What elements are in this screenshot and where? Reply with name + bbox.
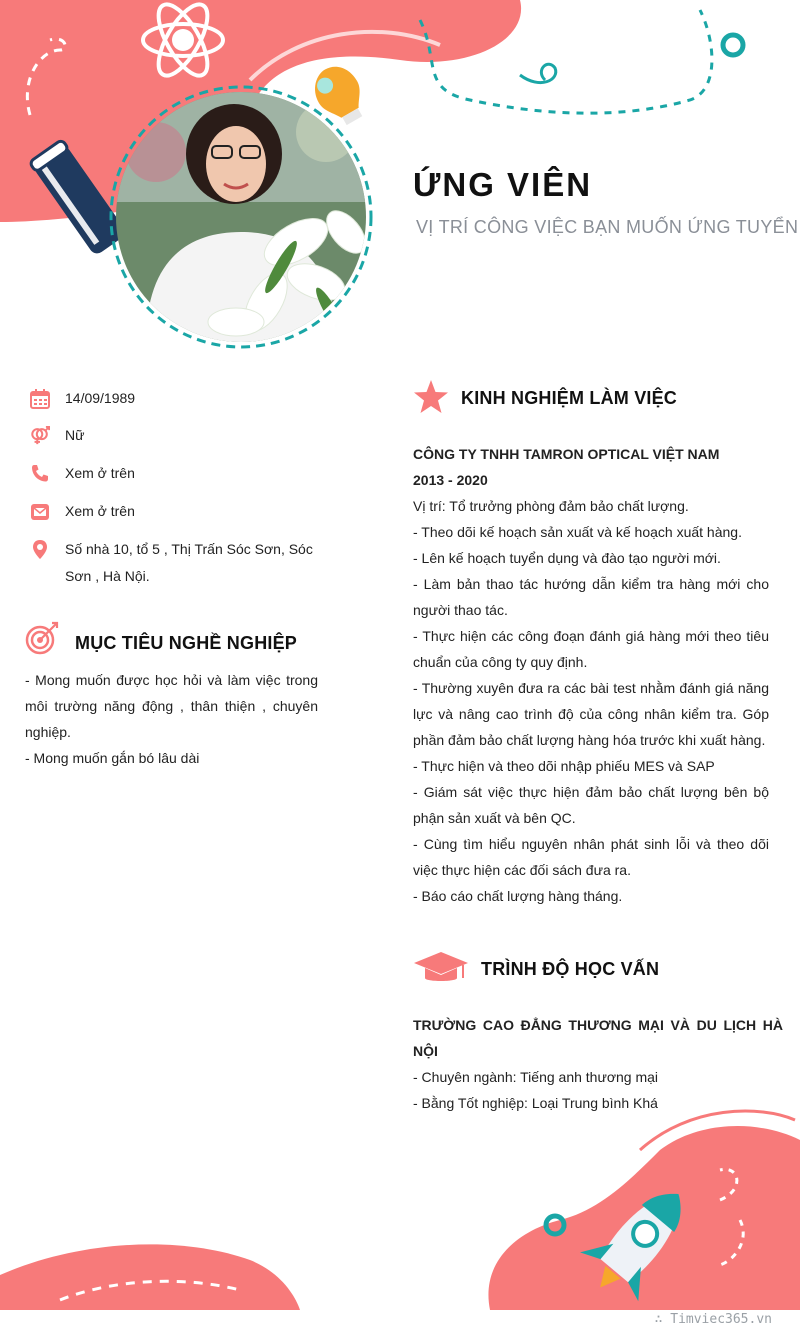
- contact-address: Số nhà 10, tổ 5 , Thị Trấn Sóc Sơn, Sóc Sơn , Hà Nội.: [30, 540, 315, 590]
- employment-period: 2013 - 2020: [413, 472, 488, 488]
- desired-position: VỊ TRÍ CÔNG VIỆC BẠN MUỐN ỨNG TUYỂN: [416, 217, 799, 237]
- target-icon: [24, 620, 60, 656]
- watermark: ∴ Timviec365.vn: [654, 1312, 772, 1327]
- candidate-name: ỨNG VIÊN: [413, 166, 593, 203]
- phone-icon: [30, 464, 50, 484]
- experience-title: KINH NGHIỆM LÀM VIỆC: [461, 388, 678, 408]
- contact-email: Xem ở trên: [30, 502, 315, 525]
- calendar-icon: [30, 389, 50, 409]
- contact-birthdate: 14/09/1989: [30, 389, 315, 412]
- objective-title: MỤC TIÊU NGHỀ NGHIỆP: [75, 633, 298, 653]
- avatar: [116, 92, 366, 342]
- graduation-cap-icon: [413, 950, 469, 986]
- contact-phone: Xem ở trên: [30, 464, 315, 487]
- education-body: TRƯỜNG CAO ĐẲNG THƯƠNG MẠI VÀ DU LỊCH HÀ NỘI - Chuyên ngành: Tiếng anh thương mại - Bằng Tốt nghiệp: Loại Trung bình Khá: [413, 1012, 783, 1116]
- email-icon: [30, 502, 50, 522]
- experience-body: CÔNG TY TNHH TAMRON OPTICAL VIỆT NAM 2013 - 2020 Vị trí: Tổ trưởng phòng đảm bảo chất lượng. - Theo dõi kế hoạch sản xuất và kế hoạch xuất hàng. - Lên kế hoạch tuyển dụng và đào tạo người mới. - Làm bản thao tác hướng dẫn kiểm tra hàng mới cho người thao tác. - Thực hiện các công đoạn đánh giá hàng mới theo tiêu chuẩn của công ty quy định. - Thường xuyên đưa ra các bài test nhằm đánh giá năng lực và nâng cao trình độ của công nhân kiểm tra. Góp phần đảm bảo chất lượng hàng hóa trước khi xuất hàng. - Thực hiện và theo dõi nhập phiếu MES và SAP - Giám sát việc thực hiện đảm bảo chất lượng bên bộ phận sản xuất và bên QC. - Cùng tìm hiểu nguyên nhân phát sinh lỗi và theo dõi việc thực hiện các đối sách đưa ra. - Báo cáo chất lượng hàng tháng.: [413, 441, 769, 909]
- education-title: TRÌNH ĐỘ HỌC VẤN: [481, 959, 660, 979]
- star-icon: [413, 380, 449, 414]
- gender-icon: [30, 426, 50, 446]
- location-pin-icon: [30, 540, 50, 560]
- school-name: TRƯỜNG CAO ĐẲNG THƯƠNG MẠI VÀ DU LỊCH HÀ NỘI: [413, 1017, 783, 1059]
- company-name: CÔNG TY TNHH TAMRON OPTICAL VIỆT NAM: [413, 446, 720, 462]
- objective-body: - Mong muốn được học hỏi và làm việc trong môi trường năng động , thân thiện , chuyên nghiệp. - Mong muốn gắn bó lâu dài: [25, 672, 318, 766]
- contact-gender: Nữ: [30, 426, 315, 449]
